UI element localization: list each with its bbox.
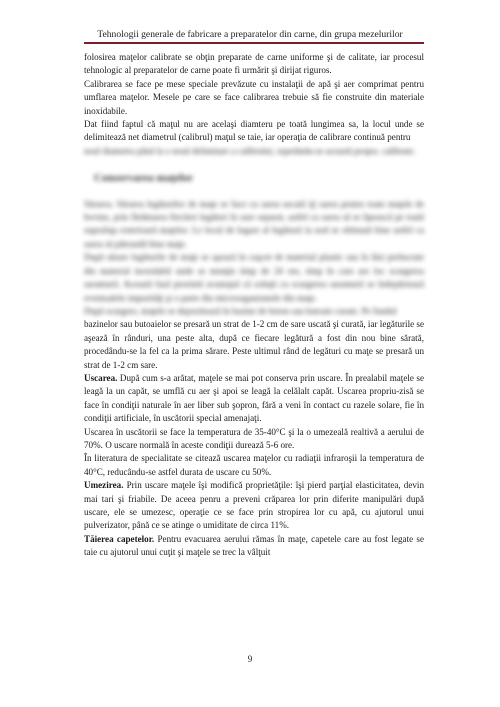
paragraph: În literatura de specialitate se citează uscarea maţelor cu radiaţii infraroşii la temperatura de 40°C, reducându-se astfel durata de uscare cu 50%.	[84, 453, 424, 477]
paragraph: folosirea maţelor calibrate se obţin preparate de carne uniforme şi de calitate, iar procesul tehnologic al preparatelor de carne poate fi urmărit şi dirijat riguros.	[84, 52, 424, 76]
paragraph-taierea-capetelor	[84, 533, 424, 560]
paragraph-text: Pentru evacuarea aerului rămas în maţe, capetele care au fost legate se taie cu ajutorul unui cuţit şi maţele se trec la vâlţuit	[84, 533, 424, 558]
paragraph-text: După cum s-a arătat, maţele se mai pot conserva prin uscare. În prealabil maţele se leagă la un capăt, se umflă cu aer şi apoi se leagă la celălalt capăt. Uscarea propriu-zisă se face în condiţii naturale în aer liber sub şopron, fără a veni în contact cu razele solare, fie în condiţii artificiale, în uscătorii special amenajaţi.	[84, 372, 424, 424]
section-heading: Conservarea maţelor	[94, 172, 194, 185]
paragraph-umezirea	[84, 479, 424, 533]
page-header-title: Tehnologii generale de fabricare a preparatelor din carne, din grupa mezelurilor	[97, 29, 403, 40]
paragraph-text: Prin uscare maţele îşi modifică proprietăţile: îşi pierd parţial elasticitatea, devin mai tari şi friabile. De aceea penru a preveni crăparea lor prin diferite manipulări după uscare, ele se umezesc, operaţie ce se face prin stropirea lor cu apă, cu ajutorul unui pulverizator, până ce se atinge o umiditate de circa 11%.	[84, 480, 424, 531]
paragraph-uscarea	[84, 372, 424, 426]
document-body	[84, 51, 424, 560]
page-number: 9	[247, 654, 253, 664]
paragraph: bazinelor sau butoaielor se presară un strat de 1-2 cm de sare uscată şi curată, iar legăturile se aşează în rânduri, una peste alta, după ce fiecare legătură a fost din nou bine sărată, procedându-se la fel ca la prima sărare. Peste ultimul rând de legături cu maţe se presară un strat de 1-2 cm sare.	[84, 319, 424, 370]
blurred-paragraph: După sărare legăturile de maţe se aşează în cuşcet de material plastic sau în lăzi prelucrate din material inoxidabil unde se menţin timp de 24 ore, timp în care are loc scurgerea saramurii. Această fază prezintă avantajul că soluţii cu scurgerea saramurii se îndepărtează eventualele impurităţi şi o parte din microorganismele din maţe.	[84, 252, 424, 303]
paragraph-label: Umezirea.	[84, 480, 124, 491]
header-divider	[84, 42, 424, 44]
paragraph-label: Tăierea capetelor.	[84, 533, 155, 544]
blurred-paragraph: După scurgere, maţele se depozitează în bazine de beton sau butoaie curate. Pe fundul	[84, 305, 397, 316]
blurred-paragraph: noul diametru până la o nouă delimitare a calibrului, repetându-se această proţeu. calibrate.	[84, 145, 416, 156]
paragraph: Calibrarea se face pe mese speciale prevăzute cu instalaţii de apă şi aer comprimat pentru umflarea maţelor. Mesele pe care se face calibrarea trebuie să fie construite din materiale inoxidabile.	[84, 78, 424, 116]
paragraph-label: Uscarea.	[84, 372, 118, 383]
paragraph: Dat fiind faptul că maţul nu are acelaşi diamteru pe toată lungimea sa, la locul unde se delimitează net diametrul (calibrul) maţul se taie, iar operaţia de calibrare continuă pentru	[84, 119, 424, 143]
paragraph: Uscarea în uscătorii se face la temperatura de 35-40°C şi la o umezeală realtivă a aerului de 70%. O uscare normală în aceste condiţii durează 5-6 ore.	[84, 426, 424, 450]
blurred-paragraph: Sărarea. Sărarea legăturilor de maţe se face cu sarea uscată iţi sarea pentru toate maţele de bovine, prin fărâmarea fiecărei legături în sare separat, astfel ca sarea să se lipească pe toată suprafaţa exterioară maţelor. Le locul de legare al legăturii la nod se obtinută bine astfel ca sarea să pătrundă bine maţe.	[84, 198, 424, 249]
